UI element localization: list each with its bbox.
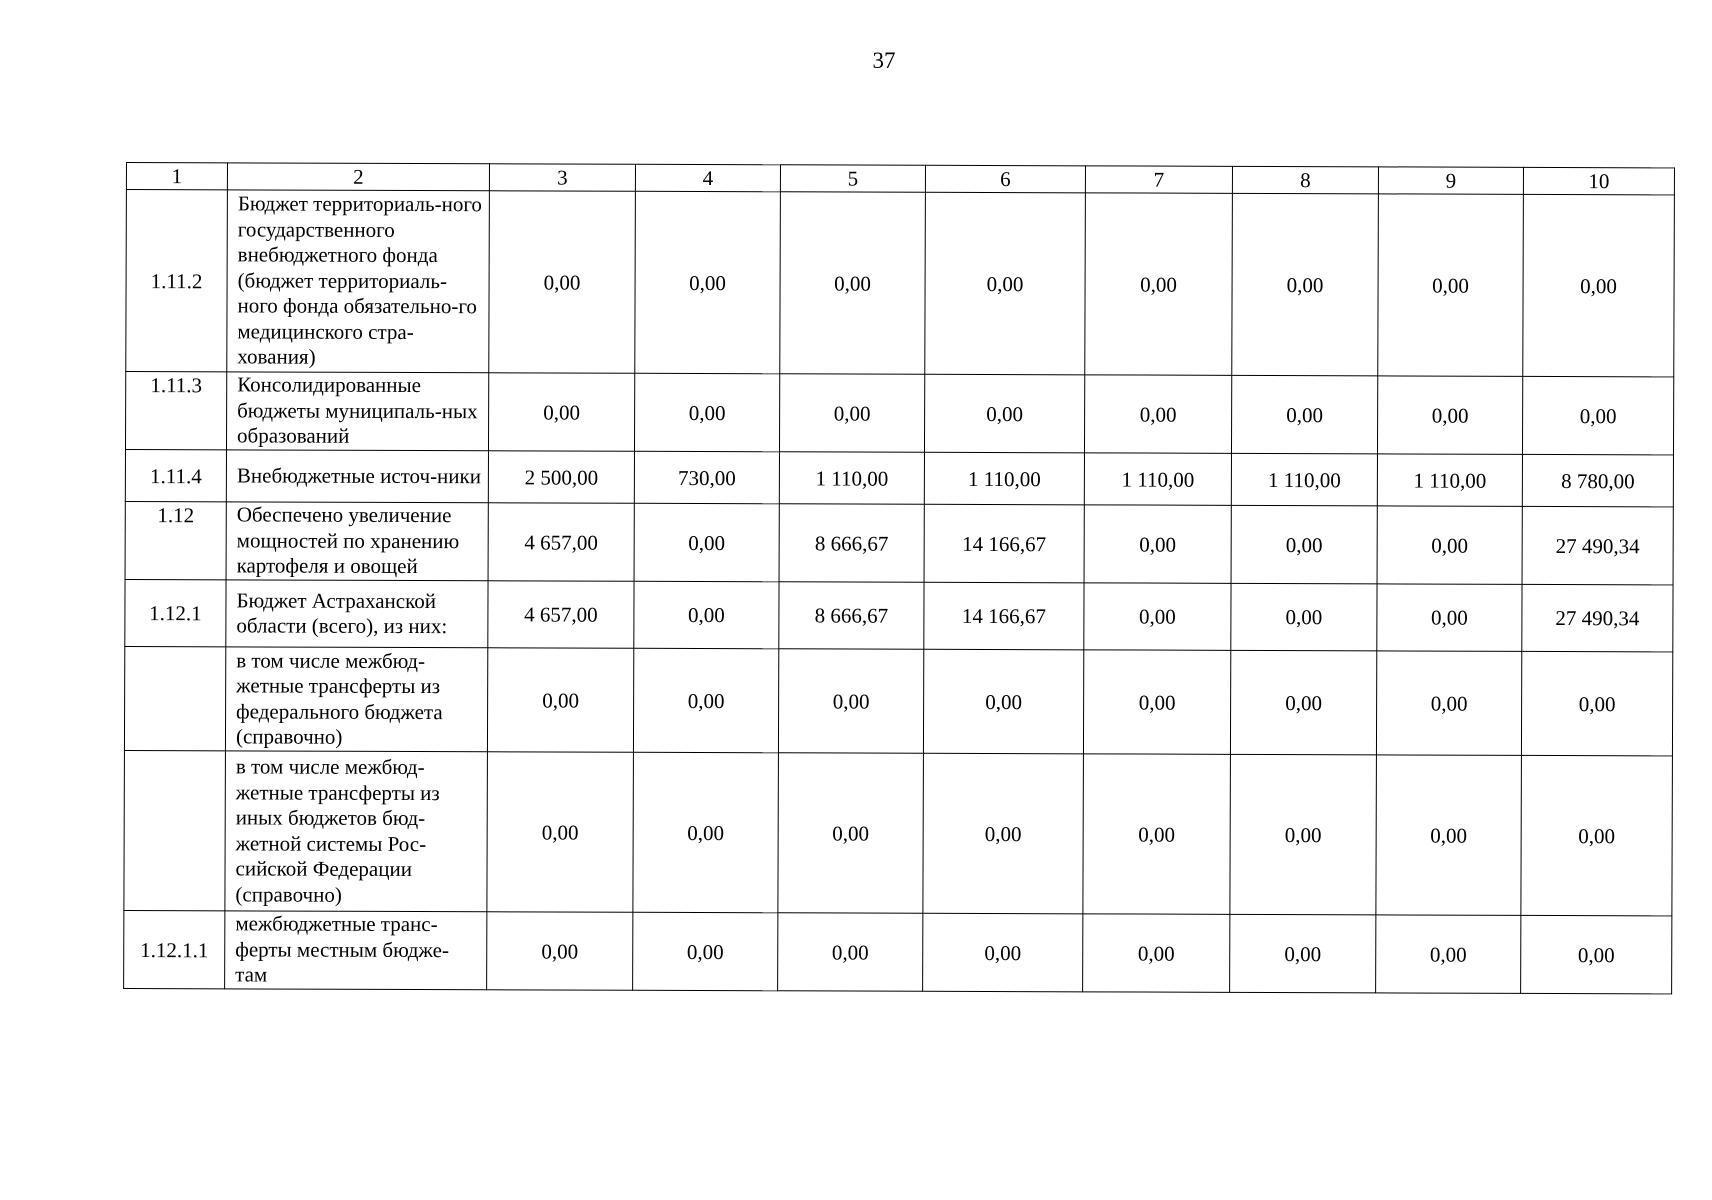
value-cell: 0,00 <box>1084 505 1231 584</box>
column-header: 9 <box>1378 167 1523 195</box>
value-cell: 27 490,34 <box>1522 506 1673 585</box>
row-description: Внебюджетные источ-ники <box>226 450 488 503</box>
value-cell: 1 110,00 <box>779 452 924 505</box>
row-description: в том числе межбюд-жетные трансферты из федерального бюджета (справочно) <box>225 647 487 752</box>
row-code: 1.11.2 <box>126 190 228 372</box>
value-cell: 14 166,67 <box>924 582 1084 650</box>
value-cell: 0,00 <box>924 374 1084 453</box>
value-cell: 0,00 <box>1521 915 1672 994</box>
value-cell: 0,00 <box>778 649 923 754</box>
value-cell: 0,00 <box>1084 375 1231 454</box>
value-cell: 0,00 <box>633 648 778 753</box>
budget-table <box>123 162 1675 994</box>
row-description: Бюджет территориаль-ного государственного внебюджетного фонда (бюджет территориаль-ного фонда обязательно-го медицинского стра-хования) <box>227 190 490 373</box>
table-row <box>125 450 1673 507</box>
value-cell: 0,00 <box>925 192 1086 375</box>
value-cell: 0,00 <box>1376 651 1521 756</box>
table-row <box>125 372 1673 455</box>
value-cell: 0,00 <box>1230 754 1377 915</box>
value-cell: 0,00 <box>778 913 923 992</box>
value-cell: 0,00 <box>1085 193 1233 376</box>
value-cell: 0,00 <box>1083 914 1230 993</box>
row-description: Обеспечено увеличение мощностей по хранению картофеля и овощей <box>226 502 488 581</box>
value-cell: 0,00 <box>1521 651 1672 756</box>
value-cell: 0,00 <box>1522 376 1673 455</box>
value-cell: 0,00 <box>1084 583 1231 651</box>
value-cell: 0,00 <box>634 581 779 649</box>
table-row <box>124 646 1672 755</box>
value-cell: 0,00 <box>489 191 636 374</box>
value-cell: 1 110,00 <box>924 452 1084 505</box>
value-cell: 0,00 <box>1083 754 1231 915</box>
value-cell: 0,00 <box>1378 194 1524 377</box>
value-cell: 0,00 <box>1083 650 1230 755</box>
value-cell: 4 657,00 <box>488 581 634 649</box>
value-cell: 2 500,00 <box>488 451 634 504</box>
row-code: 1.11.4 <box>125 450 226 502</box>
value-cell: 0,00 <box>1232 193 1379 376</box>
row-description: Консолидированные бюджеты муниципаль-ных образований <box>226 372 488 451</box>
row-description: в том числе межбюд-жетные трансферты из иных бюджетов бюд-жетной системы Рос-сийской Федерации (справочно) <box>225 751 488 912</box>
table-row <box>124 910 1672 993</box>
value-cell: 1 110,00 <box>1231 453 1377 506</box>
value-cell: 0,00 <box>780 192 926 375</box>
table-row <box>125 579 1673 651</box>
value-cell: 0,00 <box>779 374 924 453</box>
value-cell: 4 657,00 <box>488 503 634 582</box>
row-code: 1.12 <box>125 501 226 579</box>
value-cell: 0,00 <box>488 373 634 452</box>
value-cell: 8 666,67 <box>779 582 924 650</box>
row-code: 1.11.3 <box>125 372 226 450</box>
value-cell: 0,00 <box>1231 505 1377 584</box>
value-cell: 1 110,00 <box>1084 453 1231 506</box>
value-cell: 0,00 <box>633 912 778 991</box>
column-header: 4 <box>635 164 780 192</box>
column-header: 1 <box>126 163 227 190</box>
row-code: 1.12.1.1 <box>124 910 225 988</box>
column-header: 8 <box>1232 166 1378 194</box>
value-cell: 0,00 <box>1523 194 1675 377</box>
value-cell: 0,00 <box>634 503 779 582</box>
column-header: 3 <box>489 164 635 192</box>
value-cell: 0,00 <box>1230 650 1376 755</box>
value-cell: 730,00 <box>634 451 779 504</box>
row-description: Бюджет Астраханской области (всего), из них: <box>226 580 488 648</box>
value-cell: 14 166,67 <box>924 504 1084 583</box>
value-cell: 27 490,34 <box>1522 584 1673 652</box>
value-cell: 0,00 <box>487 752 634 913</box>
table-row <box>125 501 1673 584</box>
value-cell: 0,00 <box>633 752 779 913</box>
value-cell: 1 110,00 <box>1377 454 1522 507</box>
table-row <box>124 750 1673 915</box>
row-code <box>124 750 226 910</box>
value-cell: 0,00 <box>1377 584 1522 652</box>
value-cell: 0,00 <box>635 191 781 374</box>
value-cell: 0,00 <box>923 753 1084 914</box>
column-header: 7 <box>1085 166 1232 194</box>
row-description: межбюджетные транс-ферты местным бюдже-там <box>225 911 487 990</box>
value-cell: 8 780,00 <box>1522 454 1673 507</box>
value-cell: 0,00 <box>634 373 779 452</box>
value-cell: 0,00 <box>923 649 1083 754</box>
table-row <box>126 190 1675 377</box>
column-header: 10 <box>1523 167 1674 195</box>
column-header: 2 <box>227 163 489 191</box>
column-header: 5 <box>780 165 925 193</box>
row-code: 1.12.1 <box>125 579 226 646</box>
value-cell: 0,00 <box>1230 914 1376 993</box>
value-cell: 0,00 <box>1231 583 1377 651</box>
value-cell: 0,00 <box>778 753 924 914</box>
value-cell: 0,00 <box>1521 755 1673 916</box>
value-cell: 0,00 <box>487 912 633 991</box>
value-cell: 0,00 <box>923 913 1083 992</box>
page-number: 37 <box>872 48 896 73</box>
value-cell: 0,00 <box>1377 506 1522 585</box>
value-cell: 0,00 <box>1376 755 1522 916</box>
value-cell: 0,00 <box>1231 375 1377 454</box>
column-header: 6 <box>925 165 1085 193</box>
value-cell: 0,00 <box>1377 376 1522 455</box>
value-cell: 8 666,67 <box>779 504 924 583</box>
row-code <box>124 646 225 750</box>
value-cell: 0,00 <box>1376 915 1521 994</box>
value-cell: 0,00 <box>487 648 633 753</box>
